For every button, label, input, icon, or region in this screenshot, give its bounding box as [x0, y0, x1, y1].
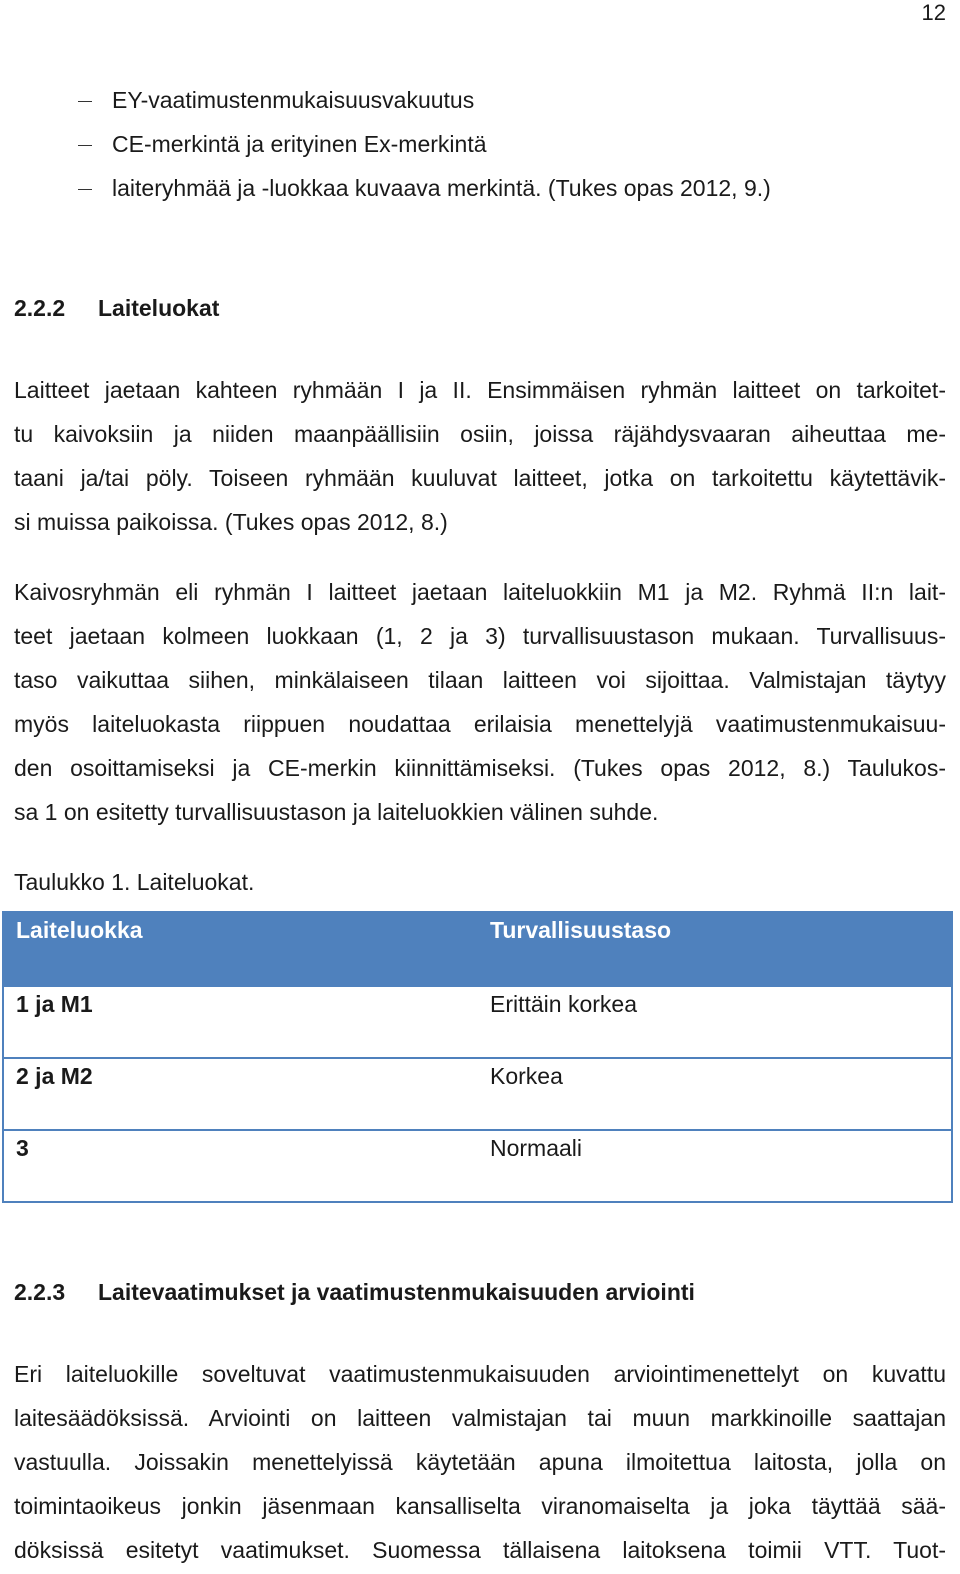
table-header-cell: Turvallisuustaso [490, 917, 672, 943]
table-caption: Taulukko 1. Laiteluokat. [14, 869, 255, 895]
table-row [4, 1129, 951, 1201]
paragraph-line: vastuulla. Joissakin menettelyissä käytetään apuna ilmoitettua laitosta, jolla on [14, 1449, 946, 1475]
list-item [0, 84, 960, 128]
paragraph-line: laitesäädöksissä. Arviointi on laitteen valmistajan tai muun markkinoille saattajan [14, 1405, 946, 1431]
section-heading-laiteluokat [14, 292, 219, 324]
section-number: 2.2.3 [14, 1279, 66, 1305]
table-header-row [4, 913, 951, 985]
table-row [4, 985, 951, 1057]
list-item [0, 172, 960, 216]
table-cell: 2 ja M2 [16, 1063, 93, 1089]
paragraph-line: taso vaikuttaa siihen, minkälaiseen tilaan laitteen voi sijoittaa. Valmistajan täytyy [14, 667, 946, 693]
paragraph-line: taani ja/tai pöly. Toiseen ryhmään kuuluvat laitteet, jotka on tarkoitettu käytettävik- [14, 465, 946, 491]
dash-bullet-icon [78, 189, 92, 190]
list-item-text: laiteryhmää ja -luokkaa kuvaava merkintä. (Tukes opas 2012, 9.) [112, 175, 771, 201]
device-category-table [2, 911, 953, 1203]
dash-bullet-icon [78, 101, 92, 102]
list-item [0, 128, 960, 172]
table-cell: Korkea [490, 1063, 563, 1089]
paragraph-line: toimintaoikeus jonkin jäsenmaan kansalliselta viranomaiselta ja joka täyttää sää- [14, 1493, 946, 1519]
paragraph-line: myös laiteluokasta riippuen noudattaa erilaisia menettelyjä vaatimustenmukaisuu- [14, 711, 946, 737]
table-cell: 3 [16, 1135, 29, 1161]
section-number: 2.2.2 [14, 295, 66, 321]
table-row [4, 1057, 951, 1129]
paragraph-line: si muissa paikoissa. (Tukes opas 2012, 8.) [14, 509, 448, 535]
table-cell: Normaali [490, 1135, 583, 1161]
paragraph-line: tu kaivoksiin ja niiden maanpäällisiin osiin, joissa räjähdysvaaran aiheuttaa me- [14, 421, 946, 447]
section-title: Laitevaatimukset ja vaatimustenmukaisuuden arviointi [98, 1279, 695, 1305]
paragraph-device-groups [14, 368, 946, 544]
paragraph-line: döksissä esitetyt vaatimukset. Suomessa tällaisena laitoksena toimii VTT. Tuot- [14, 1537, 946, 1563]
list-item-text: EY-vaatimustenmukaisuusvakuutus [112, 87, 475, 113]
paragraph-device-categories [14, 570, 946, 834]
table-header-cell: Laiteluokka [16, 917, 143, 943]
section-heading-requirements [14, 1276, 695, 1308]
bullet-list [0, 84, 960, 216]
paragraph-line: den osoittamiseksi ja CE-merkin kiinnittämiseksi. (Tukes opas 2012, 8.) Taulukos- [14, 755, 946, 781]
paragraph-line: Eri laiteluokille soveltuvat vaatimustenmukaisuuden arviointimenettelyt on kuvattu [14, 1361, 946, 1387]
page-number: 12 [921, 0, 946, 25]
paragraph-conformity-assessment [14, 1352, 946, 1572]
list-item-text: CE-merkintä ja erityinen Ex-merkintä [112, 131, 487, 157]
paragraph-line: sa 1 on esitetty turvallisuustason ja laiteluokkien välinen suhde. [14, 799, 659, 825]
section-title: Laiteluokat [98, 295, 220, 321]
paragraph-line: Laitteet jaetaan kahteen ryhmään I ja II. Ensimmäisen ryhmän laitteet on tarkoitet- [14, 377, 946, 403]
table-cell: Erittäin korkea [490, 991, 638, 1017]
table-cell: 1 ja M1 [16, 991, 93, 1017]
paragraph-line: Kaivosryhmän eli ryhmän I laitteet jaetaan laiteluokkiin M1 ja M2. Ryhmä II:n lait- [14, 579, 946, 605]
paragraph-line: teet jaetaan kolmeen luokkaan (1, 2 ja 3) turvallisuustason mukaan. Turvallisuus- [14, 623, 946, 649]
dash-bullet-icon [78, 145, 92, 146]
